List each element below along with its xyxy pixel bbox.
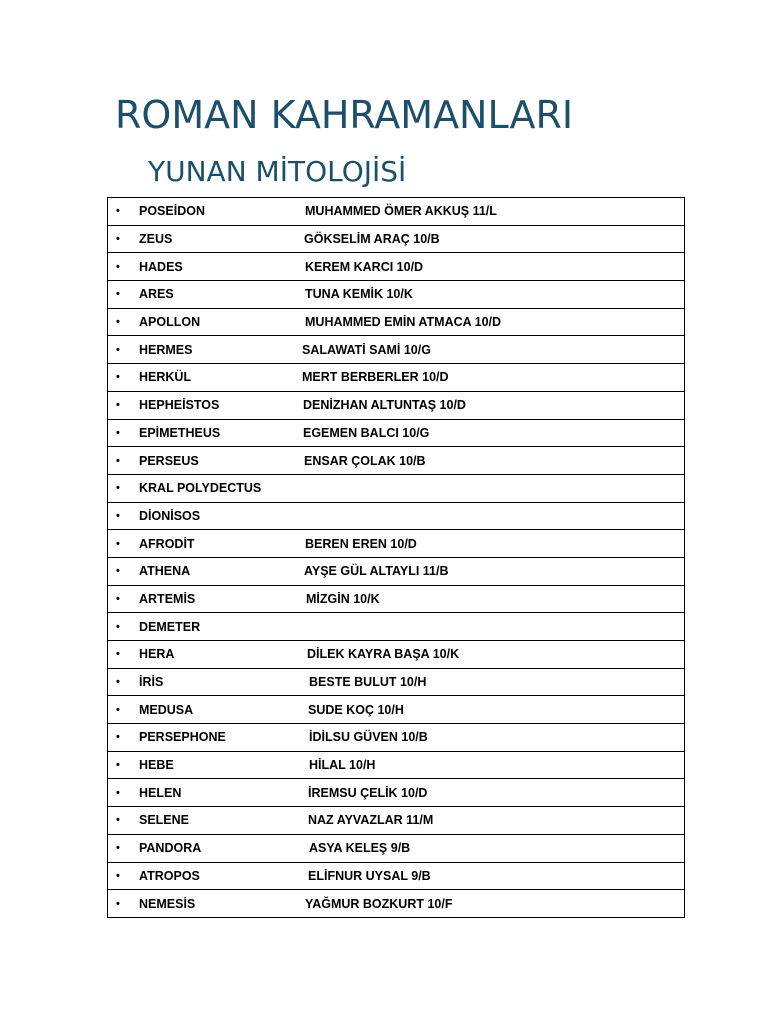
list-item — [108, 254, 684, 280]
list-item — [108, 337, 684, 363]
list-item — [108, 863, 684, 889]
table-row — [108, 225, 685, 253]
list-item — [108, 835, 684, 861]
table-row — [108, 779, 685, 807]
list-item — [108, 780, 684, 806]
list-item — [108, 309, 684, 335]
student-name: YAĞMUR BOZKURT 10/F — [305, 896, 453, 911]
table-cell — [108, 308, 685, 336]
table-cell — [108, 557, 685, 585]
document-subtitle: YUNAN MİTOLOJİSİ — [148, 155, 407, 188]
table-row — [108, 641, 685, 669]
list-item — [108, 364, 684, 390]
character-name: SELENE — [139, 813, 190, 828]
bullet-marker: • — [116, 399, 120, 412]
table-row — [108, 668, 685, 696]
bullet-marker: • — [116, 786, 120, 799]
bullet-marker: • — [116, 731, 120, 744]
bullet-marker: • — [116, 897, 120, 910]
table-row — [108, 364, 685, 392]
table-cell — [108, 336, 685, 364]
bullet-marker: • — [116, 676, 120, 689]
table-cell — [108, 281, 685, 309]
character-name: ZEUS — [139, 232, 173, 247]
table-row — [108, 502, 685, 530]
student-name: BESTE BULUT 10/H — [309, 675, 427, 690]
character-name: İRİS — [139, 675, 164, 690]
bullet-marker: • — [116, 703, 120, 716]
bullet-marker: • — [116, 814, 120, 827]
table-cell — [108, 613, 685, 641]
character-name: HEPHEİSTOS — [139, 398, 220, 413]
table-row — [108, 308, 685, 336]
table-cell — [108, 751, 685, 779]
student-name: MİZGİN 10/K — [306, 591, 380, 606]
bullet-marker: • — [116, 648, 120, 661]
table-row — [108, 391, 685, 419]
list-item — [108, 614, 684, 640]
table-row — [108, 751, 685, 779]
bullet-marker: • — [116, 371, 120, 384]
table-row — [108, 198, 685, 226]
character-name: NEMESİS — [139, 896, 196, 911]
character-name: MEDUSA — [139, 702, 194, 717]
bullet-marker: • — [116, 288, 120, 301]
table-cell — [108, 530, 685, 558]
student-name: MUHAMMED ÖMER AKKUŞ 11/L — [305, 204, 497, 219]
list-item — [108, 558, 684, 584]
table-row — [108, 557, 685, 585]
table-cell — [108, 447, 685, 475]
student-name: MUHAMMED EMİN ATMACA 10/D — [305, 315, 502, 330]
student-name: HİLAL 10/H — [309, 758, 376, 773]
table-row — [108, 890, 685, 918]
table-row — [108, 613, 685, 641]
bullet-marker: • — [116, 260, 120, 273]
list-item — [108, 475, 684, 501]
student-name: DENİZHAN ALTUNTAŞ 10/D — [303, 398, 466, 413]
table-cell — [108, 724, 685, 752]
character-name: PERSEUS — [139, 453, 199, 468]
table-row — [108, 834, 685, 862]
student-name: SUDE KOÇ 10/H — [308, 702, 404, 717]
list-item — [108, 891, 684, 917]
table-cell — [108, 696, 685, 724]
list-item — [108, 724, 684, 750]
character-name: EPİMETHEUS — [139, 425, 221, 440]
student-name: KEREM KARCI 10/D — [305, 259, 424, 274]
table-row — [108, 419, 685, 447]
character-name: ATROPOS — [139, 868, 200, 883]
bullet-marker: • — [116, 316, 120, 329]
bullet-marker: • — [116, 565, 120, 578]
document-title: ROMAN KAHRAMANLARI — [115, 93, 574, 137]
list-item — [108, 198, 684, 224]
table-row — [108, 281, 685, 309]
bullet-marker: • — [116, 482, 120, 495]
list-item — [108, 281, 684, 307]
list-item — [108, 448, 684, 474]
table-row — [108, 807, 685, 835]
table-cell — [108, 668, 685, 696]
character-name: POSEİDON — [139, 204, 205, 219]
table-row — [108, 724, 685, 752]
table-cell — [108, 253, 685, 281]
student-name: TUNA KEMİK 10/K — [305, 287, 413, 302]
table-cell — [108, 834, 685, 862]
character-name: PERSEPHONE — [139, 730, 226, 745]
list-item — [108, 586, 684, 612]
table-cell — [108, 198, 685, 226]
table-row — [108, 696, 685, 724]
table-row — [108, 530, 685, 558]
list-item — [108, 669, 684, 695]
list-item — [108, 226, 684, 252]
character-name: PANDORA — [139, 841, 202, 856]
student-name: NAZ AYVAZLAR 11/M — [308, 813, 434, 828]
table-row — [108, 474, 685, 502]
student-name: İDİLSU GÜVEN 10/B — [309, 730, 428, 745]
bullet-marker: • — [116, 426, 120, 439]
character-name: DİONİSOS — [139, 508, 201, 523]
table-cell — [108, 474, 685, 502]
student-name: ENSAR ÇOLAK 10/B — [304, 453, 426, 468]
bullet-marker: • — [116, 842, 120, 855]
table-cell — [108, 807, 685, 835]
student-name: BEREN EREN 10/D — [305, 536, 417, 551]
student-name: ASYA KELEŞ 9/B — [309, 841, 411, 856]
character-name: HADES — [139, 259, 183, 274]
bullet-marker: • — [116, 233, 120, 246]
table-cell — [108, 225, 685, 253]
list-item — [108, 503, 684, 529]
list-item — [108, 531, 684, 557]
table-cell — [108, 391, 685, 419]
character-name: AFRODİT — [139, 536, 195, 551]
list-item — [108, 807, 684, 833]
character-name: APOLLON — [139, 315, 201, 330]
bullet-marker: • — [116, 454, 120, 467]
list-item — [108, 752, 684, 778]
table-row — [108, 253, 685, 281]
table-cell — [108, 364, 685, 392]
student-name: DİLEK KAYRA BAŞA 10/K — [307, 647, 460, 662]
table-row — [108, 336, 685, 364]
character-name: HERMES — [139, 342, 193, 357]
character-name: HELEN — [139, 785, 182, 800]
bullet-marker: • — [116, 759, 120, 772]
student-name: MERT BERBERLER 10/D — [302, 370, 449, 385]
bullet-marker: • — [116, 509, 120, 522]
table-row — [108, 447, 685, 475]
table-cell — [108, 890, 685, 918]
table-row — [108, 862, 685, 890]
bullet-marker: • — [116, 620, 120, 633]
list-item — [108, 420, 684, 446]
table-row — [108, 585, 685, 613]
student-name: EGEMEN BALCI 10/G — [303, 425, 430, 440]
assignment-table — [107, 197, 685, 918]
table-cell — [108, 641, 685, 669]
list-item — [108, 697, 684, 723]
character-name: ARES — [139, 287, 174, 302]
bullet-marker: • — [116, 869, 120, 882]
student-name: GÖKSELİM ARAÇ 10/B — [304, 232, 440, 247]
table-cell — [108, 862, 685, 890]
table-cell — [108, 502, 685, 530]
list-item — [108, 641, 684, 667]
student-name: İREMSU ÇELİK 10/D — [308, 785, 428, 800]
table-cell — [108, 585, 685, 613]
table-cell — [108, 779, 685, 807]
character-name: HEBE — [139, 758, 174, 773]
character-name: HERA — [139, 647, 175, 662]
character-name: HERKÜL — [139, 370, 192, 385]
student-name: ELİFNUR UYSAL 9/B — [308, 868, 431, 883]
bullet-marker: • — [116, 592, 120, 605]
bullet-marker: • — [116, 343, 120, 356]
student-name: AYŞE GÜL ALTAYLI 11/B — [304, 564, 449, 579]
character-name: ATHENA — [139, 564, 191, 579]
bullet-marker: • — [116, 205, 120, 218]
character-name: DEMETER — [139, 619, 201, 634]
character-name: KRAL POLYDECTUS — [139, 481, 262, 496]
assignment-table-body — [108, 198, 685, 918]
table-cell — [108, 419, 685, 447]
bullet-marker: • — [116, 537, 120, 550]
list-item — [108, 392, 684, 418]
student-name: SALAWATİ SAMİ 10/G — [302, 342, 431, 357]
character-name: ARTEMİS — [139, 591, 196, 606]
